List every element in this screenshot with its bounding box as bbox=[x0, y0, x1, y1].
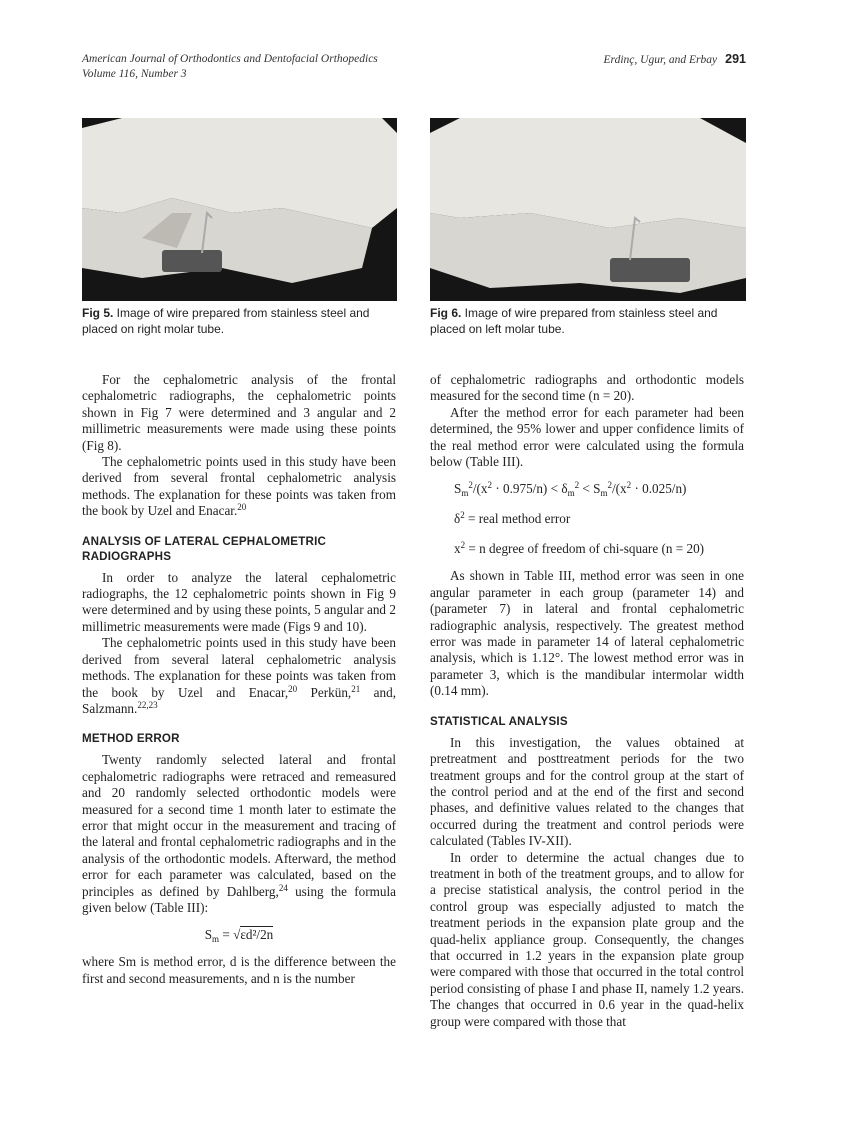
fig6-caption-text: Image of wire prepared from stainless steel and placed on left molar tube. bbox=[430, 306, 718, 336]
text-run: · 0.975/n) < δ bbox=[492, 481, 568, 497]
paragraph bbox=[82, 752, 396, 916]
fig5-label: Fig 5. bbox=[82, 306, 114, 320]
superscript: 22,23 bbox=[137, 699, 158, 710]
left-column bbox=[82, 372, 396, 987]
superscript: 21 bbox=[351, 683, 361, 694]
text-run: /(x bbox=[611, 481, 627, 497]
superscript: 24 bbox=[278, 882, 288, 893]
text-run: ANALYSIS OF LATERAL CEPHALOMETRIC RADIOGRAPHS bbox=[82, 534, 327, 563]
text-run: Twenty randomly selected lateral and frontal cephalometric radiographs were retraced and remeasured and 20 randomly selected orthodontic models were measured for a second time 1 month later to estimate the error that might occur in the measurement and tracing of the lateral and frontal cephalometric radiographs and in the analysis of the orthodontic models. Afterward, the method error for each parameter was calculated, based on the principles as defined by Dahlberg, bbox=[82, 752, 396, 899]
text-run: x bbox=[454, 541, 461, 557]
paragraph bbox=[430, 735, 744, 850]
text-run: S bbox=[454, 481, 462, 497]
text-run: METHOD ERROR bbox=[82, 732, 180, 746]
formula bbox=[82, 924, 396, 946]
section-heading bbox=[82, 731, 396, 746]
paragraph bbox=[82, 570, 396, 636]
text-run: where Sm is method error, d is the difference between the first and second measurements, and n is the number bbox=[82, 954, 396, 986]
formula bbox=[430, 508, 744, 530]
section-heading bbox=[430, 714, 744, 729]
text-run: = real method error bbox=[464, 511, 571, 527]
text-run: For the cephalometric analysis of the frontal cephalometric radiographs, the cephalometric points shown in Fig 7 were determined and 3 angular and 2 millimetric measurements were made using these points (Fig 8). bbox=[82, 372, 396, 453]
text-run: The cephalometric points used in this study have been derived from several frontal cephalometric analysis methods. The explanation for these points was taken from the book by Uzel and Enacar. bbox=[82, 454, 396, 519]
paragraph bbox=[82, 454, 396, 520]
paragraph bbox=[430, 568, 744, 699]
paragraph bbox=[82, 372, 396, 454]
text-run: Perkün, bbox=[297, 684, 352, 700]
radicand: εd²/2n bbox=[240, 927, 274, 943]
formula bbox=[430, 538, 744, 560]
text-run: After the method error for each parameter had been determined, the 95% lower and upper confidence limits of the real method error were calculated using the formula below (Table III). bbox=[430, 404, 744, 470]
text-run: = √ bbox=[219, 927, 241, 943]
paragraph bbox=[430, 405, 744, 471]
fig6-image bbox=[430, 118, 746, 301]
paragraph bbox=[82, 954, 396, 987]
superscript: 2 bbox=[626, 480, 632, 491]
authors: Erdinç, Ugur, and Erbay bbox=[603, 54, 718, 66]
superscript: 2 bbox=[468, 480, 473, 491]
paragraph bbox=[82, 635, 396, 717]
fig6-caption bbox=[430, 306, 746, 337]
text-run: The cephalometric points used in this study have been derived from several lateral cephalometric analysis methods. The explanation for these points was taken from the book by Uzel and Enacar, bbox=[82, 635, 396, 700]
journal-title: American Journal of Orthodontics and Dentofacial Orthopedics bbox=[82, 53, 378, 65]
text-run: · 0.025/n) bbox=[631, 481, 687, 497]
running-header-left bbox=[82, 52, 378, 82]
subscript: m bbox=[567, 488, 575, 499]
fig6-label: Fig 6. bbox=[430, 306, 462, 320]
superscript: 20 bbox=[288, 683, 298, 694]
text-run: In this investigation, the values obtained at pretreatment and posttreatment periods for the two treatment groups and for the control group at the start of the control period and at the end of the first and second phases, and definitive values related to the changes that occurred during the treatment and control periods were calculated (Tables IV-XII). bbox=[430, 734, 744, 849]
text-run: δ bbox=[454, 511, 461, 527]
fig5-caption bbox=[82, 306, 398, 337]
text-run: of cephalometric radiographs and orthodontic models measured for the second time (n = 20). bbox=[430, 372, 744, 404]
running-header-right bbox=[604, 52, 746, 68]
superscript: 2 bbox=[460, 540, 466, 551]
superscript: 2 bbox=[607, 480, 612, 491]
superscript: 20 bbox=[237, 502, 247, 513]
journal-volume: Volume 116, Number 3 bbox=[82, 68, 187, 80]
subscript: m bbox=[600, 488, 608, 499]
right-column bbox=[430, 372, 744, 1030]
superscript: 2 bbox=[574, 480, 580, 491]
paragraph bbox=[430, 850, 744, 1030]
text-run: = n degree of freedom of chi-square (n = 20) bbox=[465, 541, 705, 557]
subscript: m bbox=[212, 934, 220, 945]
formula bbox=[430, 478, 744, 500]
text-run: using the formula given below (Table III): bbox=[82, 883, 396, 915]
section-heading bbox=[82, 534, 396, 564]
text-run: STATISTICAL ANALYSIS bbox=[430, 714, 568, 728]
superscript: 2 bbox=[460, 510, 465, 521]
page-number: 291 bbox=[725, 52, 746, 66]
fig5-caption-text: Image of wire prepared from stainless steel and placed on right molar tube. bbox=[82, 306, 370, 336]
text-run: and, Salzmann. bbox=[82, 684, 396, 716]
text-run: S bbox=[204, 927, 213, 943]
superscript: 2 bbox=[487, 480, 493, 491]
text-run: /(x bbox=[472, 481, 488, 497]
paragraph bbox=[430, 372, 744, 405]
text-run: < S bbox=[579, 481, 601, 497]
text-run: As shown in Table III, method error was seen in one angular parameter in each group (parameter 14) and (parameter 7) in lateral and frontal cephalometric radiographic analysis, respectively. The greatest method error was made in parameter 14 of lateral cephalometric analysis, which is 1.12°. The lowest method error was in parameter 3, which is the mandibular intermolar width (0.14 mm). bbox=[430, 568, 744, 699]
fig5-image bbox=[82, 118, 397, 301]
subscript: m bbox=[461, 488, 469, 499]
text-run: In order to determine the actual changes due to treatment in both of the treatment groups, and to allow for a precise statistical analysis, the control period in the control group was especially adjusted to match the treatment periods in the expansion plate group and the quad-helix appliance group. Consequently, the changes that occurred in 1.2 years in the expansion plate group were compared with those that occurred in the total control period consisting of phase I and phase II, namely 1.2 years. The changes that occurred in 0.6 year in the quad-helix group were compared with those that bbox=[430, 849, 744, 1029]
text-run: In order to analyze the lateral cephalometric radiographs, the 12 cephalometric points shown in Fig 9 were determined and by using these points, 5 angular and 2 millimetric measurements were made (Figs 9 and 10). bbox=[82, 569, 396, 634]
